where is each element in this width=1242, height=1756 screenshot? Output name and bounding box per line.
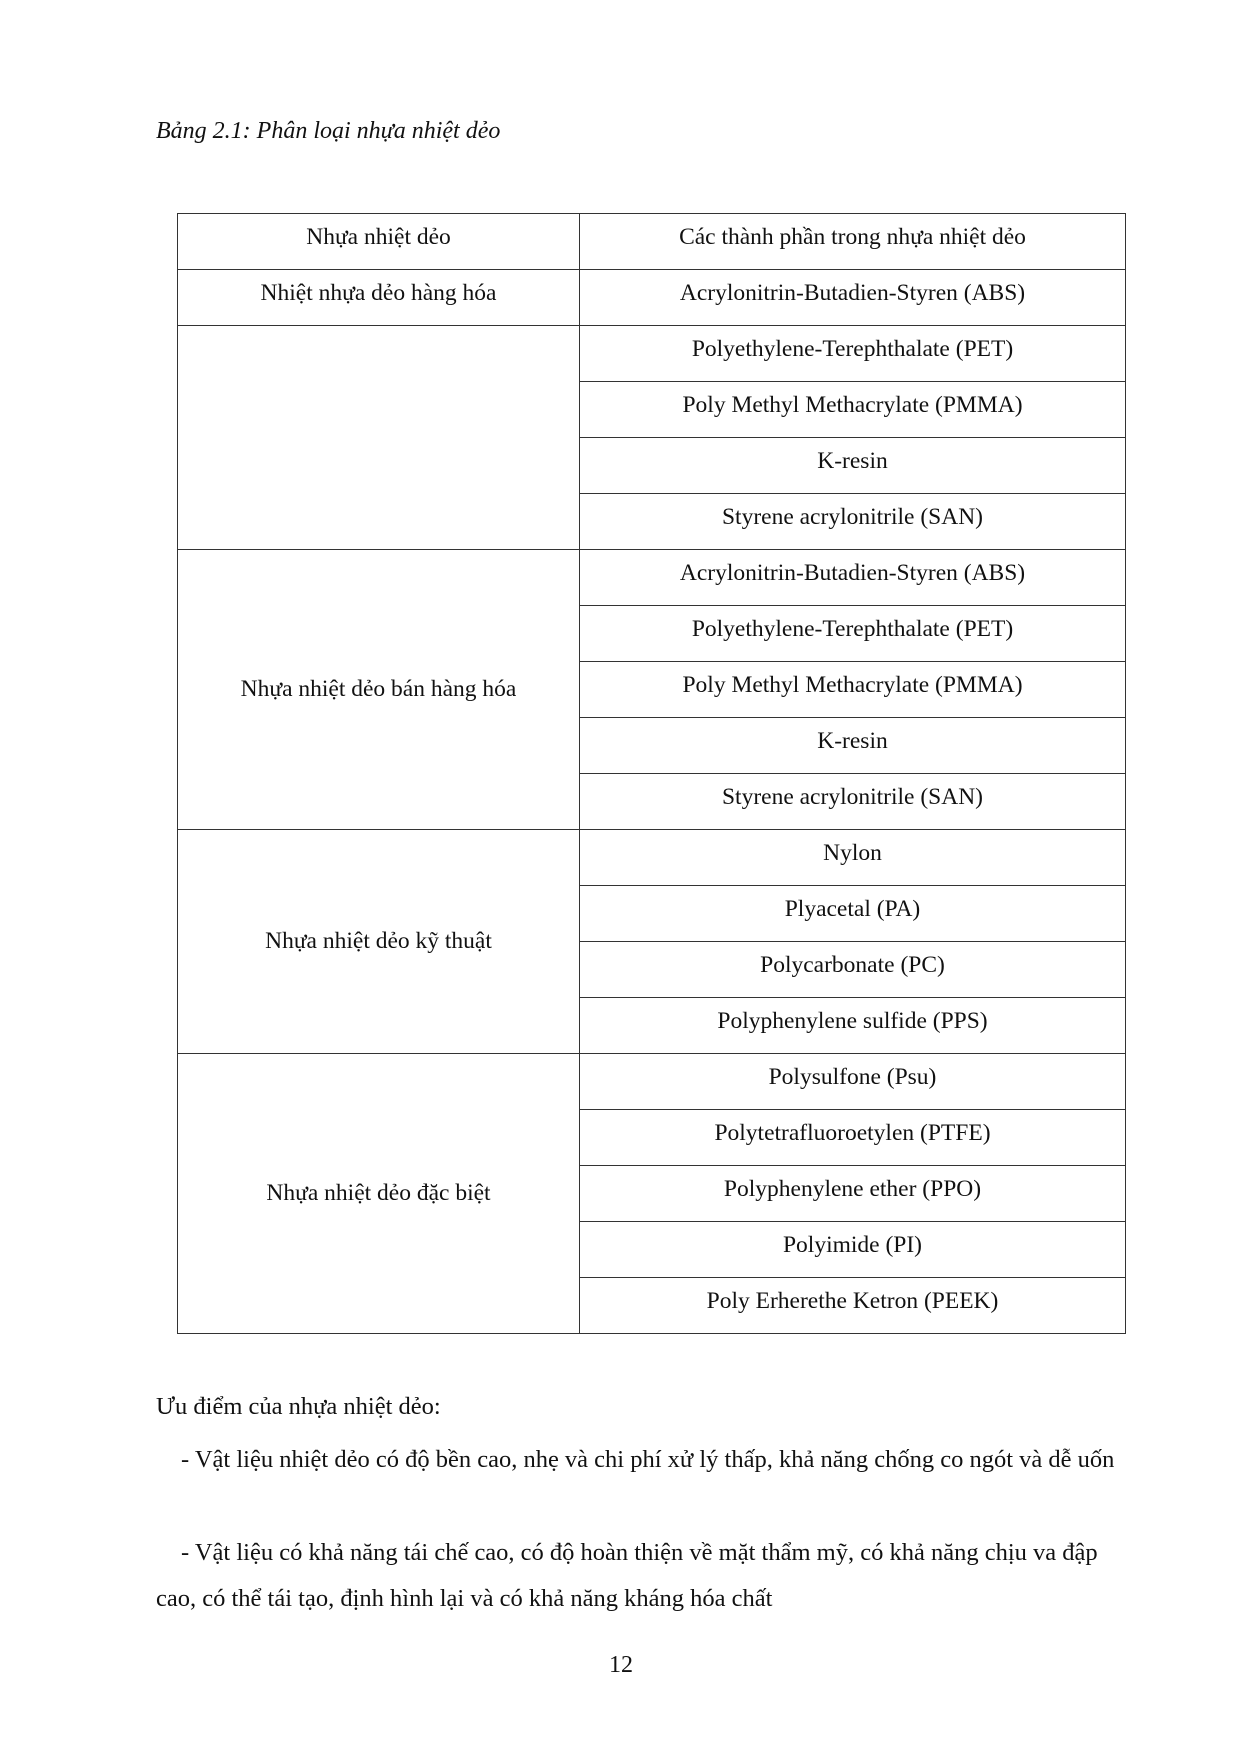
component-cell: Polyimide (PI) — [580, 1222, 1126, 1278]
component-cell: Polyphenylene ether (PPO) — [580, 1166, 1126, 1222]
component-cell: Polyethylene-Terephthalate (PET) — [580, 606, 1126, 662]
component-cell: Polytetrafluoroetylen (PTFE) — [580, 1110, 1126, 1166]
page-number: 12 — [609, 1652, 633, 1678]
table-caption: Bảng 2.1: Phân loại nhựa nhiệt dẻo — [156, 118, 501, 144]
table-row — [178, 830, 1126, 886]
component-cell: Poly Methyl Methacrylate (PMMA) — [580, 382, 1126, 438]
advantage-item: - Vật liệu có khả năng tái chế cao, có độ hoàn thiện về mặt thẩm mỹ, có khả năng chịu va đập cao, có thể tái tạo, định hình lại và có khả năng kháng hóa chất — [156, 1539, 1098, 1612]
table-row — [178, 326, 1126, 382]
component-cell: Acrylonitrin-Butadien-Styren (ABS) — [580, 270, 1126, 326]
component-cell: Poly Methyl Methacrylate (PMMA) — [580, 662, 1126, 718]
category-cell: Nhựa nhiệt dẻo kỹ thuật — [178, 830, 580, 1054]
component-cell: K-resin — [580, 718, 1126, 774]
component-cell: K-resin — [580, 438, 1126, 494]
header-thermoplastic: Nhựa nhiệt dẻo — [178, 214, 580, 270]
component-cell: Polyethylene-Terephthalate (PET) — [580, 326, 1126, 382]
advantage-item: - Vật liệu nhiệt dẻo có độ bền cao, nhẹ và chi phí xử lý thấp, khả năng chống co ngót và dễ uốn — [181, 1446, 1115, 1473]
table-row — [178, 550, 1126, 606]
component-cell: Plyacetal (PA) — [580, 886, 1126, 942]
component-cell: Styrene acrylonitrile (SAN) — [580, 774, 1126, 830]
advantages-heading: Ưu điểm của nhựa nhiệt dẻo: — [156, 1393, 441, 1420]
category-cell: Nhựa nhiệt dẻo bán hàng hóa — [178, 550, 580, 830]
component-cell: Polysulfone (Psu) — [580, 1054, 1126, 1110]
thermoplastic-classification-table — [177, 213, 1126, 1334]
category-cell — [178, 326, 580, 550]
category-cell: Nhựa nhiệt dẻo đặc biệt — [178, 1054, 580, 1334]
component-cell: Nylon — [580, 830, 1126, 886]
table-header-row — [178, 214, 1126, 270]
component-cell: Poly Erherethe Ketron (PEEK) — [580, 1278, 1126, 1334]
table-row — [178, 270, 1126, 326]
component-cell: Polycarbonate (PC) — [580, 942, 1126, 998]
component-cell: Styrene acrylonitrile (SAN) — [580, 494, 1126, 550]
component-cell: Acrylonitrin-Butadien-Styren (ABS) — [580, 550, 1126, 606]
header-components: Các thành phần trong nhựa nhiệt dẻo — [580, 214, 1126, 270]
table-row — [178, 1054, 1126, 1110]
component-cell: Polyphenylene sulfide (PPS) — [580, 998, 1126, 1054]
category-cell: Nhiệt nhựa dẻo hàng hóa — [178, 270, 580, 326]
